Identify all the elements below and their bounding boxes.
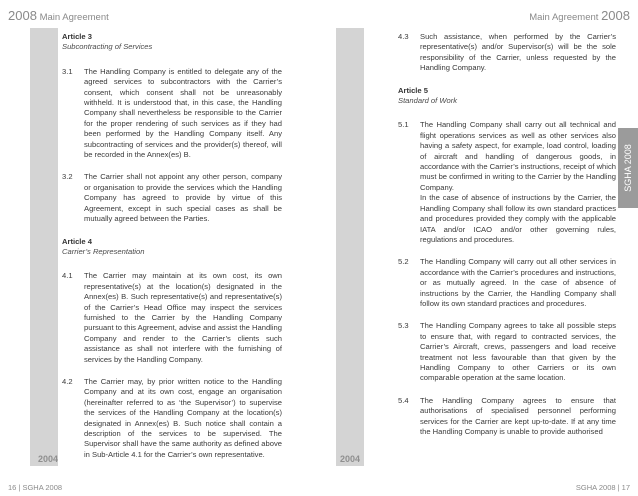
clause-text: The Handling Company is entitled to delegate any of the agreed services to subcontractors with the Carrier’s consent, which consent shall not be unreasonably withheld. It is understood that, in this case, the Handling Company shall nevertheless be responsible to the Carrier for the proper rendering of such services as if they had been performed by the Handling Company itself. Any subcontracting of services and the provider(s) thereof, will be recorded in the Annex(es) B. [84, 66, 282, 160]
clause-text-continued: In the case of absence of instructions by the Carrier, the Handling Company shall follow its own standard practices and procedures provided they comply with the applicable IATA and/or ICAO and/or other governing rules, regulations and procedures. [420, 193, 616, 244]
clause-number: 5.1 [398, 120, 409, 130]
clause-4-2 [62, 377, 282, 460]
page-footer-right: SGHA 2008 | 17 [575, 483, 630, 492]
article-title: Article 5 [398, 85, 428, 95]
article-subtitle: Subcontracting of Services [62, 42, 153, 52]
article-subtitle: Carrier’s Representation [62, 246, 145, 256]
band-year-right: 2004 [339, 454, 361, 464]
side-tab-label: SGHA 2008 [623, 144, 633, 192]
clause-text: The Handling Company will carry out all other services in accordance with the Carrier’s procedures and instructions, or as mutually agreed. In the case of absence of instructions by the Carrier, the Handling Company shall follow its own standard practices and procedures. [420, 257, 616, 308]
margin-band-left [30, 28, 58, 466]
header-year-right: 2008 [601, 8, 630, 23]
clause-number: 5.3 [398, 321, 409, 331]
clause-text: The Carrier may, by prior written notice to the Handling Company and at its own cost, engage an organisation (hereinafter referred to as ‘the Supervisor’) to supervise the services of the Handling Company at the location(s) designated in Annex(es) B. Such notice shall contain a description of the services to be supervised. The Supervisor shall have the same authority as defined above in Sub-Article 4.1 for the Carrier’s own representative. [84, 376, 282, 459]
article-subtitle: Standard of Work [398, 96, 458, 106]
page-header-right [529, 8, 630, 23]
clause-text: The Carrier shall not appoint any other person, company or organisation to provide the services which the Handling Company has agreed to provide by virtue of this Agreement, except in such special cases as shall be mutually agreed between the Parties. [84, 172, 282, 224]
clause-4-3 [398, 32, 616, 74]
clause-number: 3.2 [62, 172, 73, 182]
sgha-side-tab [618, 128, 638, 208]
clause-4-1 [62, 271, 282, 365]
header-title-right: Main Agreement [529, 12, 599, 23]
clause-text: The Carrier may maintain at its own cost, its own representative(s) at the location(s) designated in the Annex(es) B. Such representative(s) and representative(s) of the Carrier’s Head Office may inspect the services furnished to the Carrier by the Handling Company pursuant to this Agreement, advise and assist the Handling Company and render to the Carrier’s clients such assistance as shall not interfere with the furnishing of services by the Handling Company. [84, 271, 282, 364]
margin-band-right [336, 28, 364, 466]
header-title-left: Main Agreement [39, 12, 109, 23]
page-header-left [8, 8, 109, 23]
clause-text: The Handling Company agrees to ensure that authorisations of specialised personnel performing services for the Carrier are kept up-to-date. If at any time the Handling Company is unable to provide authorised [420, 395, 616, 436]
clause-5-1 [398, 120, 616, 245]
clause-text: Such assistance, when performed by the Carrier’s representative(s) and/or Supervisor(s) will be the sole responsibility of the Carrier, unless requested by the Handling Company. [420, 32, 616, 73]
clause-5-2 [398, 257, 616, 309]
clause-text: The Handling Company agrees to take all possible steps to ensure that, with regard to contracted services, the Carrier’s Aircraft, crews, passengers and load receive treatment not less favourable than that given by the Handling Company to other Carriers or its own comparable operation at the same location. [420, 321, 616, 383]
clause-5-3 [398, 321, 616, 383]
band-year-left: 2004 [37, 454, 59, 464]
clause-number: 4.1 [62, 271, 73, 281]
clause-number: 4.2 [62, 376, 73, 386]
article-3 [62, 32, 282, 225]
article-5 [398, 86, 616, 438]
clause-number: 5.4 [398, 395, 409, 405]
clause-text: The Handling Company shall carry out all technical and flight operations services as well as other services also having a safety aspect, for example, load control, loading of aircraft and handling of dangerous goods, in accordance with the Carrier’s instructions, receipt of which must be confirmed in writing to the Carrier by the Handling Company. [420, 120, 616, 192]
clause-number: 3.1 [62, 66, 73, 76]
left-page-content [62, 32, 282, 472]
header-year-left: 2008 [8, 8, 37, 23]
page-footer-left: 16 | SGHA 2008 [8, 483, 63, 492]
clause-3-2 [62, 172, 282, 224]
clause-number: 5.2 [398, 257, 409, 267]
clause-number: 4.3 [398, 32, 409, 41]
clause-3-1 [62, 67, 282, 161]
clause-5-4 [398, 396, 616, 438]
article-4 [62, 237, 282, 461]
right-page-content [398, 32, 616, 449]
article-title: Article 4 [62, 236, 92, 246]
article-title: Article 3 [62, 32, 92, 41]
